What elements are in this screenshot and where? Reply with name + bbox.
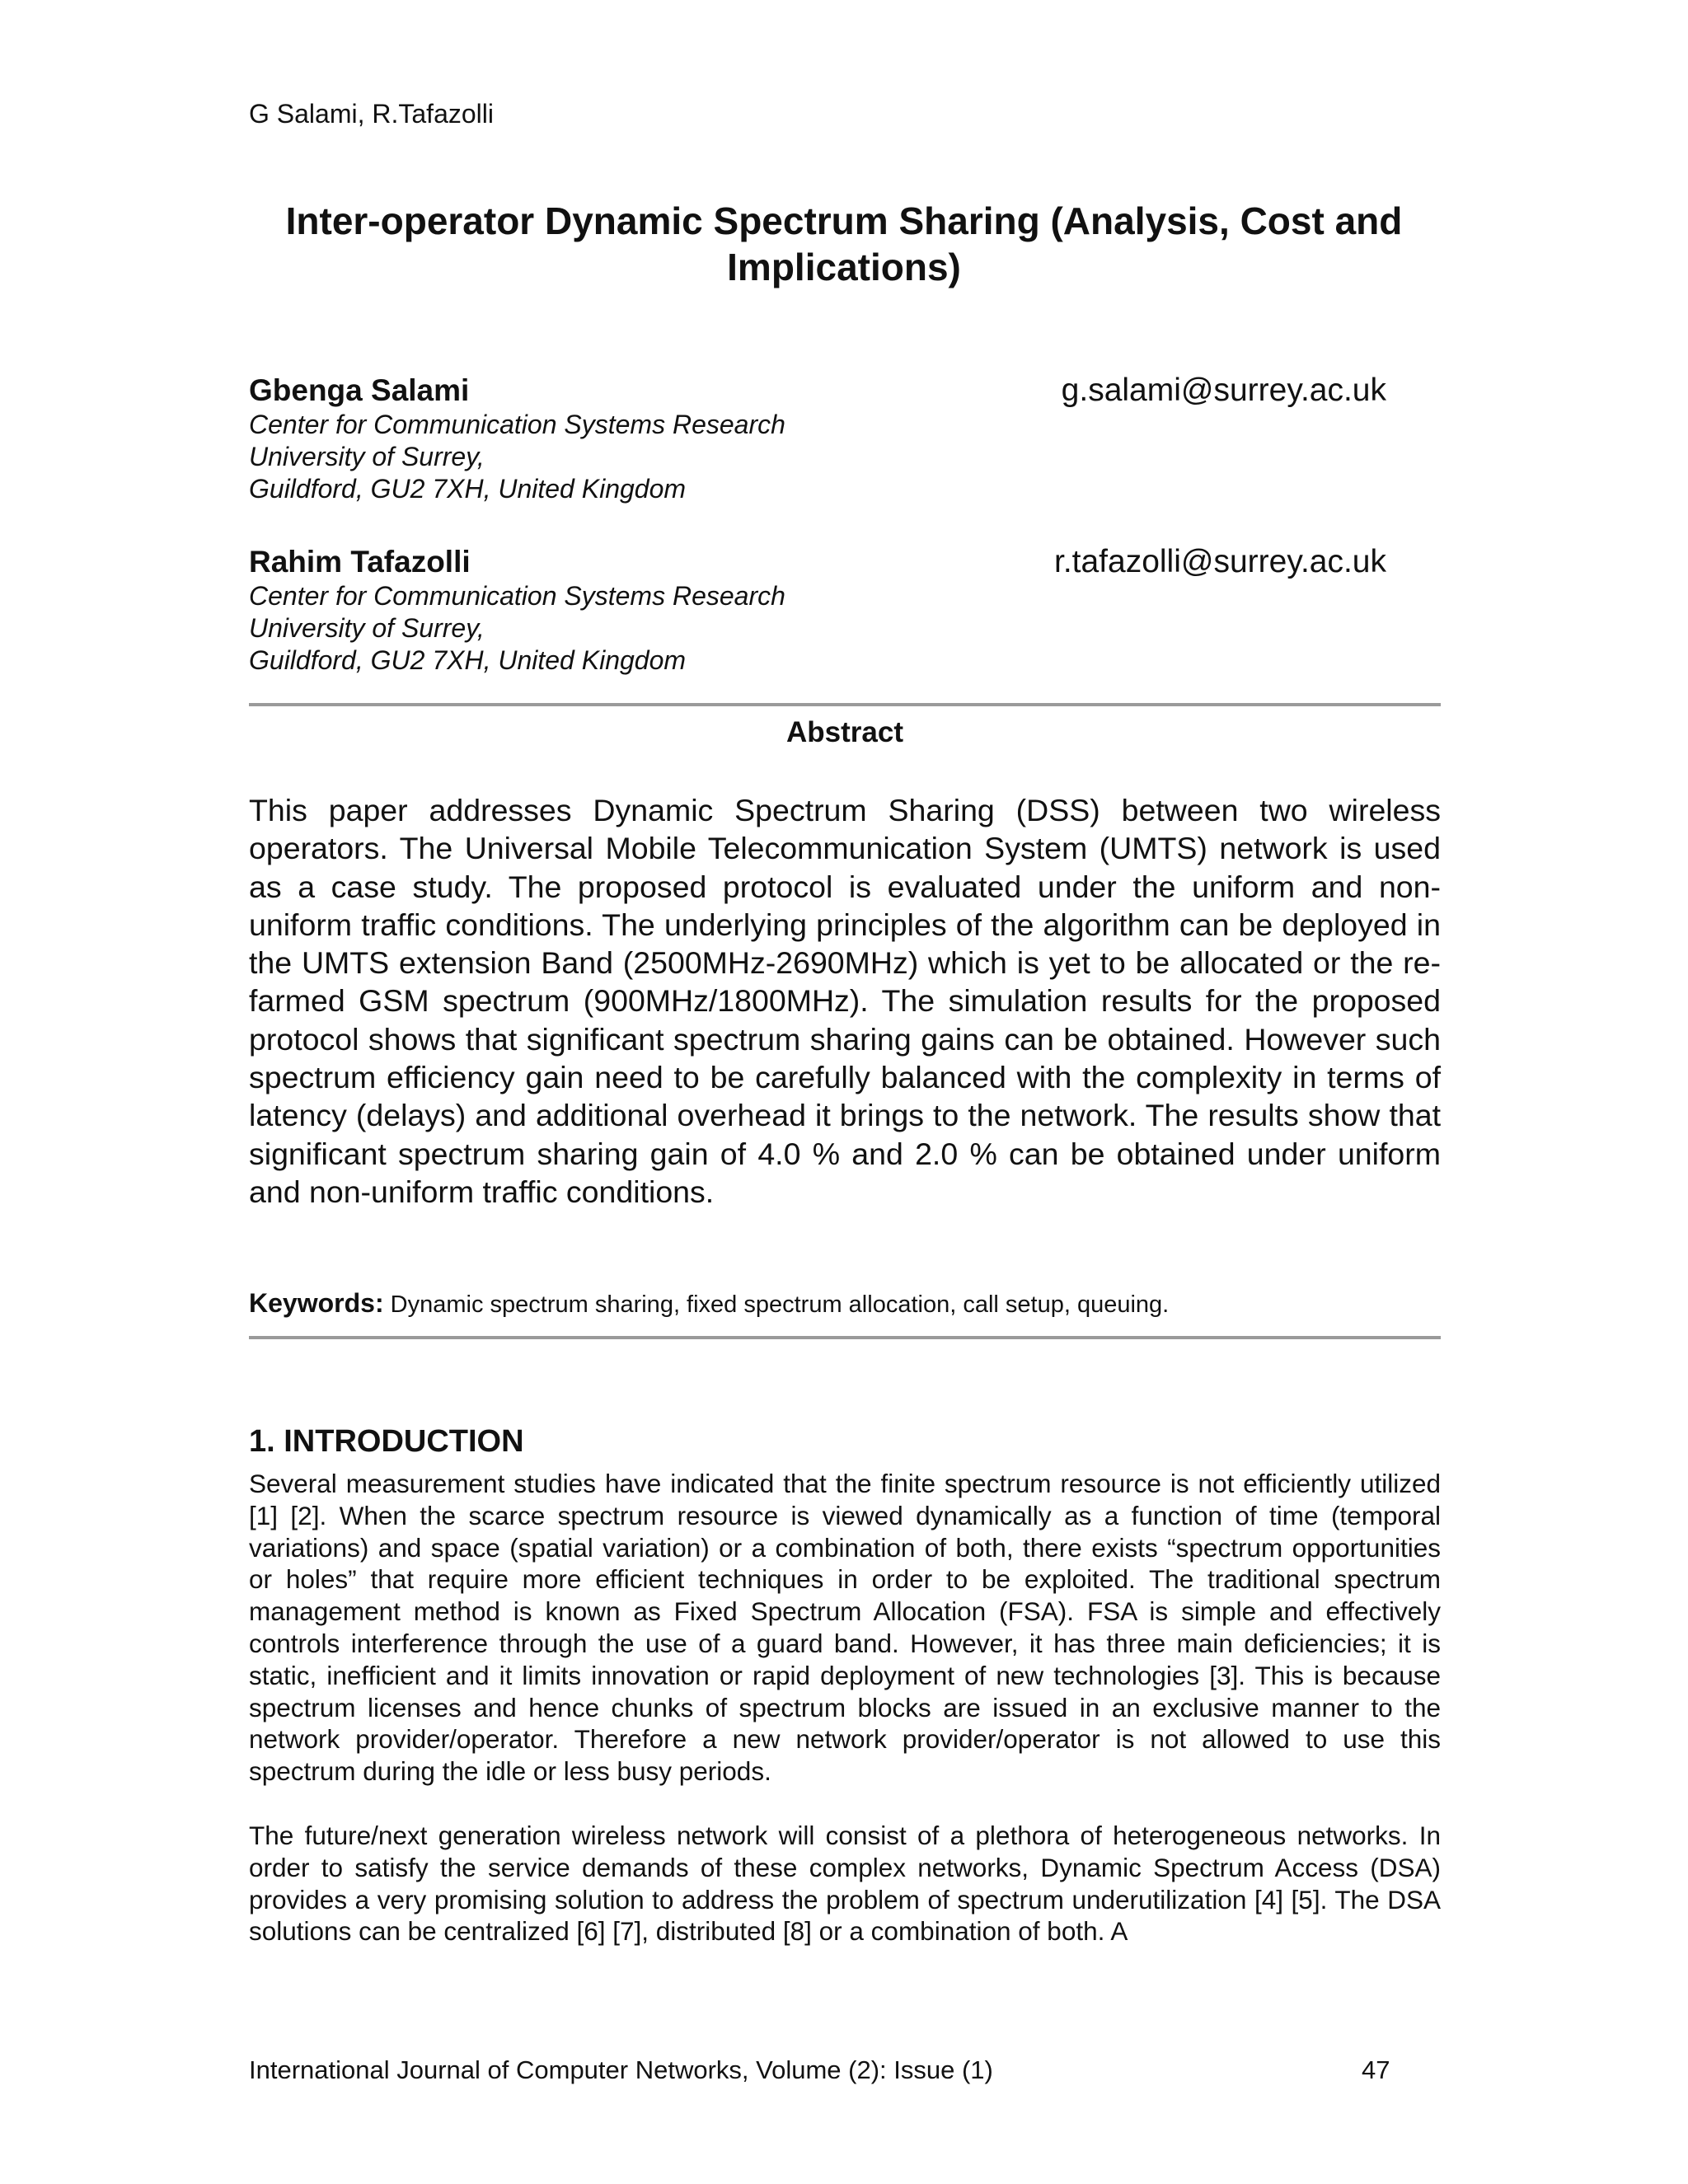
author-affiliation-line: Guildford, GU2 7XH, United Kingdom <box>249 474 687 504</box>
author-block-1 <box>249 373 1386 505</box>
abstract-bottom-divider <box>249 1336 1441 1339</box>
author-email: g.salami@surrey.ac.uk <box>1061 373 1386 408</box>
footer-page-number: 47 <box>1362 2055 1390 2084</box>
author-name: Gbenga Salami <box>249 373 470 407</box>
author-name: Rahim Tafazolli <box>249 545 471 579</box>
abstract-top-divider <box>249 703 1441 706</box>
keywords-text: Dynamic spectrum sharing, fixed spectrum allocation, call setup, queuing. <box>390 1291 1170 1318</box>
author-affiliation-line: University of Surrey, <box>249 442 485 471</box>
keywords-label: Keywords: <box>249 1288 384 1318</box>
author-block-2 <box>249 544 1386 677</box>
keywords-line <box>249 1286 1441 1321</box>
body-paragraph: Several measurement studies have indicated that the finite spectrum resource is not efficiently utilized [1] [2]. When the scarce spectrum resource is viewed dynamically as a function of time (temporal variations) and space (spatial variation) or a combination of both, there exists “spectrum opportunities or holes” that require more efficient techniques in order to be exploited. The traditional spectrum management method is known as Fixed Spectrum Allocation (FSA). FSA is simple and effectively controls interference through the use of a guard band. However, it has three main deficiencies; it is static, inefficient and it limits innovation or rapid deployment of new technologies [3]. This is because spectrum licenses and hence chunks of spectrum blocks are issued in an exclusive manner to the network provider/operator. Therefore a new network provider/operator is not allowed to use this spectrum during the idle or less busy periods. <box>249 1469 1441 1787</box>
paper-title: Inter-operator Dynamic Spectrum Sharing (Analysis, Cost and Implications) <box>285 199 1403 288</box>
running-header: G Salami, R.Tafazolli <box>249 99 494 129</box>
abstract-heading: Abstract <box>786 716 903 748</box>
author-affiliation-line: University of Surrey, <box>249 613 485 643</box>
author-email: r.tafazolli@surrey.ac.uk <box>1053 544 1386 579</box>
body-paragraph: The future/next generation wireless network will consist of a plethora of heterogeneous networks. In order to satisfy the service demands of these complex networks, Dynamic Spectrum Access (DSA) provides a very promising solution to address the problem of spectrum underutilization [4] [5]. The DSA solutions can be centralized [6] [7], distributed [8] or a combination of both. A <box>249 1821 1441 1947</box>
author-affiliation-line: Guildford, GU2 7XH, United Kingdom <box>249 645 687 675</box>
author-affiliation-line: Center for Communication Systems Research <box>249 581 785 611</box>
section-heading-introduction: 1. INTRODUCTION <box>249 1424 524 1459</box>
abstract-text: This paper addresses Dynamic Spectrum Sharing (DSS) between two wireless operators. The Universal Mobile Telecommunication System (UMTS) network is used as a case study. The proposed protocol is evaluated under the uniform and non-uniform traffic conditions. The underlying principles of the algorithm can be deployed in the UMTS extension Band (2500MHz-2690MHz) which is yet to be allocated or the re-farmed GSM spectrum (900MHz/1800MHz). The simulation results for the proposed protocol shows that significant spectrum sharing gains can be obtained. However such spectrum efficiency gain need to be carefully balanced with the complexity in terms of latency (delays) and additional overhead it brings to the network. The results show that significant spectrum sharing gain of 4.0 % and 2.0 % can be obtained under uniform and non-uniform traffic conditions. <box>249 793 1441 1209</box>
author-affiliation-line: Center for Communication Systems Research <box>249 410 785 439</box>
footer-journal: International Journal of Computer Networks, Volume (2): Issue (1) <box>249 2055 993 2084</box>
